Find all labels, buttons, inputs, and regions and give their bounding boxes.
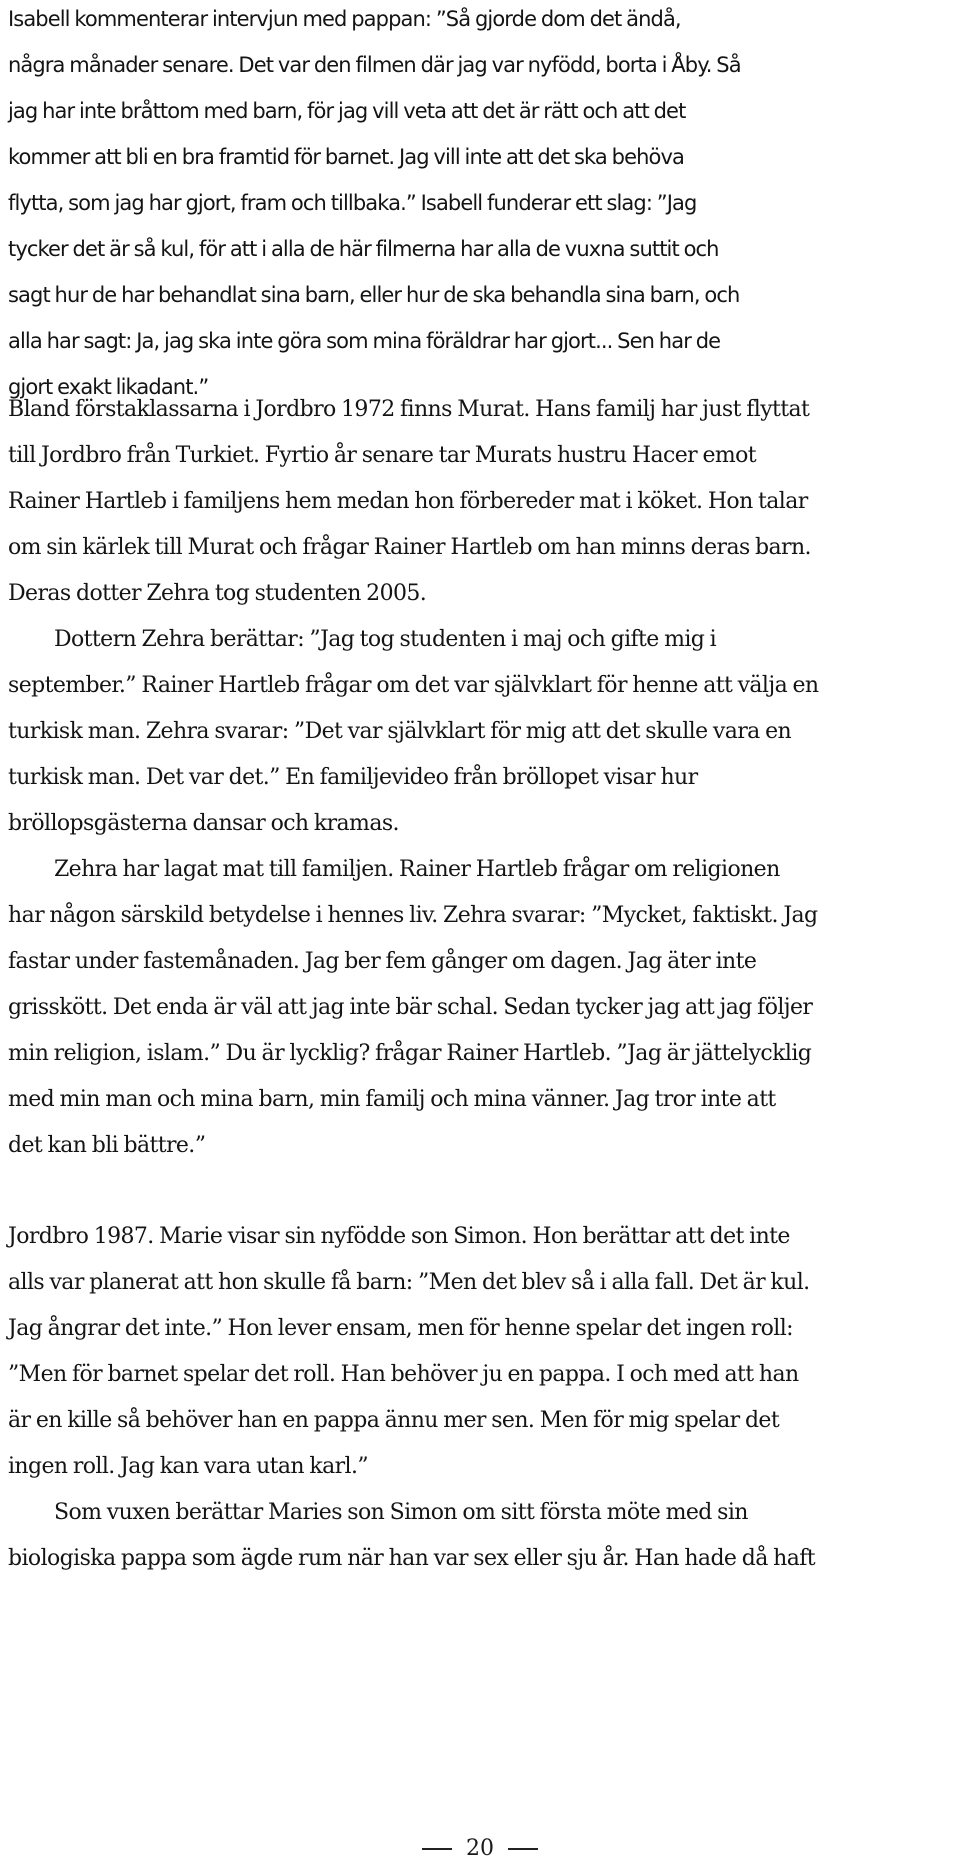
footer-dash-left — [422, 1848, 452, 1850]
text-line: sagt hur de har behandlat sina barn, eller hur de ska behandla sina barn, och — [8, 283, 740, 307]
text-line: Dottern Zehra berättar: ”Jag tog studenten i maj och gifte mig i — [54, 627, 717, 652]
text-line: Jag ångrar det inte.” Hon lever ensam, men för henne spelar det ingen roll: — [8, 1316, 793, 1341]
text-line: biologiska pappa som ägde rum när han var sex eller sju år. Han hade då haft — [8, 1546, 816, 1571]
text-line: kommer att bli en bra framtid för barnet. Jag vill inte att det ska behöva — [8, 145, 684, 169]
text-line: med min man och mina barn, min familj och mina vänner. Jag tror inte att — [8, 1087, 776, 1112]
paragraph-zehra-wedding — [8, 617, 956, 847]
text-line: Jordbro 1987. Marie visar sin nyfödde son Simon. Hon berättar att det inte — [8, 1224, 790, 1249]
text-line: ”Men för barnet spelar det roll. Han behöver ju en pappa. I och med att han — [8, 1362, 799, 1387]
text-line: är en kille så behöver han en pappa ännu mer sen. Men för mig spelar det — [8, 1408, 780, 1433]
text-line: min religion, islam.” Du är lycklig? frågar Rainer Hartleb. ”Jag är jättelycklig — [8, 1041, 812, 1066]
text-line: Rainer Hartleb i familjens hem medan hon förbereder mat i köket. Hon talar — [8, 489, 808, 514]
text-line: bröllopsgästerna dansar och kramas. — [8, 811, 399, 836]
text-line: flytta, som jag har gjort, fram och tillbaka.” Isabell funderar ett slag: ”Jag — [8, 191, 697, 215]
page-number: 20 — [466, 1836, 494, 1861]
text-line: turkisk man. Det var det.” En familjevideo från bröllopet visar hur — [8, 765, 698, 790]
text-line: alla har sagt: Ja, jag ska inte göra som mina föräldrar har gjort... Sen har de — [8, 329, 721, 353]
paragraph-simon — [8, 1490, 956, 1582]
paragraph-murat — [8, 387, 956, 617]
text-line: september.” Rainer Hartleb frågar om det var självklart för henne att välja en — [8, 673, 819, 698]
text-line: Zehra har lagat mat till familjen. Rainer Hartleb frågar om religionen — [54, 857, 780, 882]
text-line: fastar under fastemånaden. Jag ber fem gånger om dagen. Jag äter inte — [8, 949, 757, 974]
text-line: om sin kärlek till Murat och frågar Rainer Hartleb om han minns deras barn. — [8, 535, 811, 560]
paragraph-marie — [8, 1214, 956, 1490]
text-line: gjort exakt likadant.” — [8, 375, 209, 399]
text-line: några månader senare. Det var den filmen där jag var nyfödd, borta i Åby. Så — [8, 53, 741, 77]
text-line: Deras dotter Zehra tog studenten 2005. — [8, 581, 427, 606]
page-footer — [0, 1836, 960, 1861]
text-line: ingen roll. Jag kan vara utan karl.” — [8, 1454, 369, 1479]
text-line: alls var planerat att hon skulle få barn: ”Men det blev så i alla fall. Det är kul. — [8, 1270, 810, 1295]
text-line: har någon särskild betydelse i hennes liv. Zehra svarar: ”Mycket, faktiskt. Jag — [8, 903, 818, 928]
text-line: till Jordbro från Turkiet. Fyrtio år senare tar Murats hustru Hacer emot — [8, 443, 757, 468]
text-line: Bland förstaklassarna i Jordbro 1972 finns Murat. Hans familj har just flyttat — [8, 397, 810, 422]
paragraph-zehra-religion — [8, 847, 956, 1169]
text-line: grisskött. Det enda är väl att jag inte bär schal. Sedan tycker jag att jag följer — [8, 995, 813, 1020]
text-line: jag har inte bråttom med barn, för jag vill veta att det är rätt och att det — [8, 99, 686, 123]
text-line: turkisk man. Zehra svarar: ”Det var självklart för mig att det skulle vara en — [8, 719, 792, 744]
footer-dash-right — [508, 1848, 538, 1850]
paragraph-isabell — [8, 0, 956, 410]
text-line: Som vuxen berättar Maries son Simon om sitt första möte med sin — [54, 1500, 748, 1525]
text-line: det kan bli bättre.” — [8, 1133, 206, 1158]
text-line: tycker det är så kul, för att i alla de här filmerna har alla de vuxna suttit och — [8, 237, 719, 261]
text-line: Isabell kommenterar intervjun med pappan: ”Så gjorde dom det ändå, — [8, 7, 681, 31]
